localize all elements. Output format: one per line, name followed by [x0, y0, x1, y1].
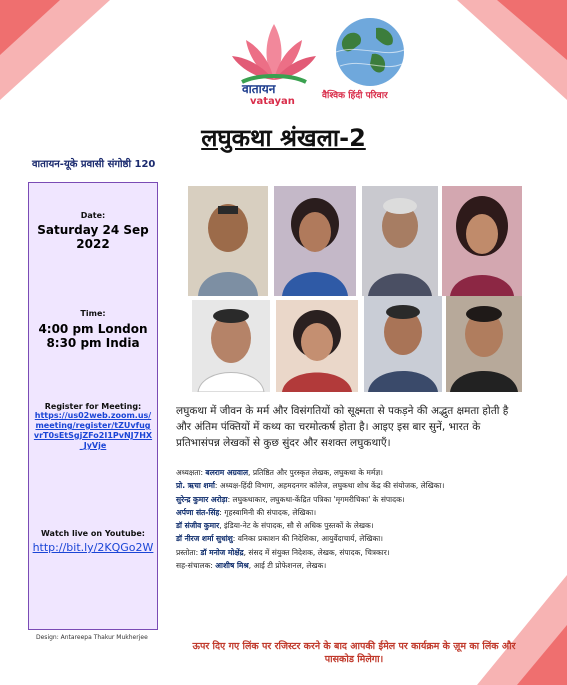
speaker-photo-8	[446, 296, 522, 392]
participant-row	[176, 559, 536, 572]
speaker-photo-4	[442, 186, 522, 296]
speaker-photo-5	[192, 300, 270, 392]
date-label: Date:	[80, 211, 106, 220]
date-value: Saturday 24 Sep 2022	[37, 223, 149, 251]
participant-description: , संसद में संयुक्त निदेशक, लेखक, संपादक, चित्रकार।	[243, 547, 390, 557]
speaker-photo-7	[364, 296, 442, 392]
participant-description: , प्रतिष्ठित और पुरस्कृत लेखक, लघुकथा के मर्मज्ञ।	[248, 468, 384, 477]
participant-description: , इंडिया-नेट के संपादक, सौ से अधिक पुस्तकों के लेखक।	[219, 521, 374, 531]
participant-name: आशीष मिश्र	[215, 561, 249, 571]
participant-name: अर्पणा संत-सिंह	[176, 507, 220, 517]
corner-decoration-bottom-right	[477, 575, 567, 685]
youtube-label: Watch live on Youtube:	[41, 529, 145, 538]
time-label: Time:	[80, 309, 106, 318]
participant-name: प्रो. ऋचा शर्मा	[176, 481, 215, 491]
participant-description: , आई टी प्रोफेशनल, लेखक।	[248, 561, 327, 571]
register-link[interactable]: https://us02web.zoom.us/meeting/register/tZUvfugvrT0sEtSgjZFo2I1PvNJ7HX_JyVje	[33, 411, 153, 450]
participant-description: : गृहस्वामिनी की संपादक, लेखिका।	[219, 507, 317, 517]
participants-list	[176, 466, 536, 572]
participant-row	[176, 506, 536, 519]
participant-row	[176, 546, 536, 559]
register-label: Register for Meeting:	[44, 402, 142, 411]
registration-note: ऊपर दिए गए लिंक पर रजिस्टर करने के बाद आपकी ईमेल पर कार्यक्रम के ज़ूम का लिंक और पासकोड मिलेगा।	[192, 641, 516, 665]
design-credit: Design: Antareepa Thakur Mukherjee	[36, 634, 148, 641]
vaishvik-hindi-parivar-logo	[320, 14, 415, 109]
speaker-photo-6	[276, 300, 358, 392]
time-india: 8:30 pm India	[46, 336, 140, 350]
participant-row	[176, 493, 536, 506]
participant-row	[176, 519, 536, 532]
logo-text-vaishvik: वैश्विक हिंदी परिवार	[322, 91, 388, 101]
participant-row	[176, 466, 536, 479]
participant-name: डॉ मनोज मोक्षेंद्र	[200, 547, 244, 557]
participant-description: : लघुकथाकार, लघुकथा-केंद्रित पत्रिका 'मृगमरीचिका' के संपादक।	[227, 494, 405, 504]
logo-text-hindi: वातायन	[242, 82, 276, 96]
vatayan-logo	[228, 14, 320, 109]
participant-name: सुरेन्द्र कुमार अरोड़ा	[176, 494, 228, 504]
series-label: वातायन-यूके प्रवासी संगोष्ठी 120	[32, 159, 156, 170]
corner-decoration-top-left	[0, 0, 120, 110]
youtube-link[interactable]: http://bit.ly/2KQGo2W	[32, 541, 154, 554]
participant-row	[176, 479, 536, 492]
speaker-photo-3	[362, 186, 438, 296]
participant-role: सह-संचालक:	[176, 561, 216, 571]
page-title: लघुकथा श्रंखला-2	[201, 124, 366, 152]
participant-name: डॉ संजीव कुमार	[176, 521, 220, 531]
participant-description: : वनिका प्रकाशन की निदेशिका, आयुर्वेदाचार्य, लेखिका।	[232, 534, 383, 544]
participant-name: डॉ नीरज शर्मा सुधांशु	[176, 534, 233, 544]
participant-role: अध्यक्षता:	[176, 468, 206, 477]
speaker-photo-2	[274, 186, 356, 296]
participant-description: : अध्यक्ष-हिंदी विभाग, अहमदनगर कॉलेज, लघुकथा शोध केंद्र की संयोजक, लेखिका।	[214, 481, 445, 491]
corner-decoration-top-right	[427, 0, 567, 110]
logo-text-english: vatayan	[250, 96, 295, 107]
participant-role: प्रस्तोता:	[176, 547, 201, 557]
time-london: 4:00 pm London	[38, 322, 148, 336]
speaker-photo-1	[188, 186, 268, 296]
participant-name: बलराम अग्रवाल	[205, 468, 249, 477]
intro-paragraph: लघुकथा में जीवन के मर्म और विसंगतियों को सूक्ष्मता से पकड़ने की अद्भुत क्षमता होती है और अंतिम पंक्तियों में कथ्य का चरमोत्कर्ष होता है। आइए इस बार सुनें, भारत के प्रतिभासंपन्न लेखकों से कुछ सुंदर और सशक्त लघुकथाएँ।	[176, 405, 509, 449]
participant-row	[176, 532, 536, 545]
event-info-panel	[28, 182, 158, 630]
